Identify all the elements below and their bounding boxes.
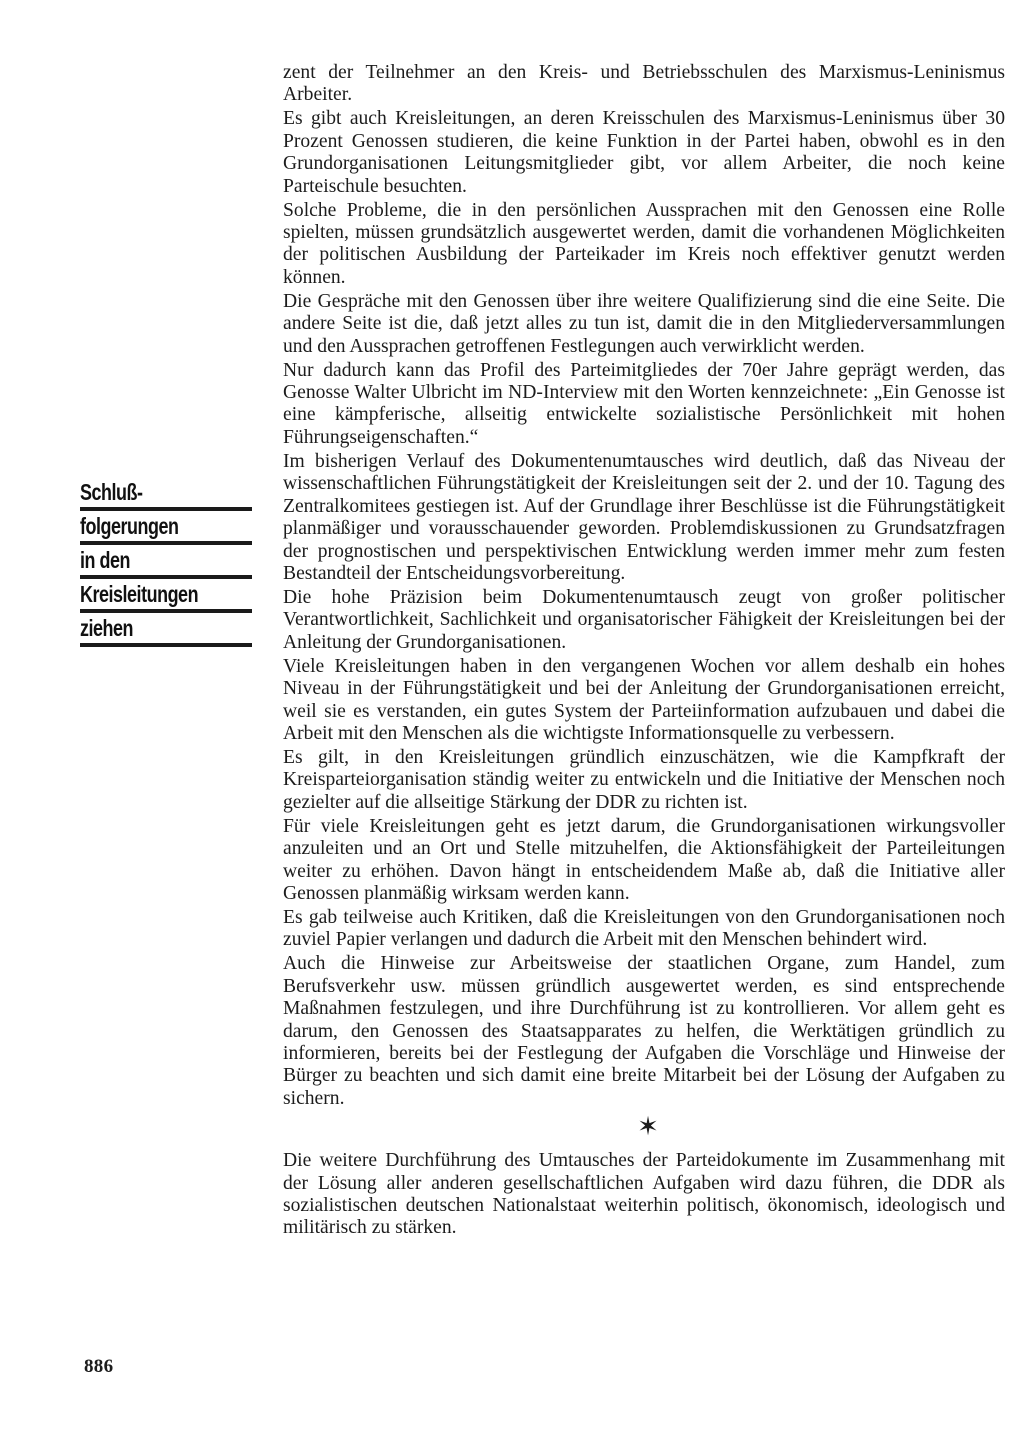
paragraph: Die hohe Präzision beim Dokumentenumtausch zeugt von großer politischer Verantwortlichkeit, Sachlichkeit und organisatorischer Fähigkeit der Kreisleitungen bei der Anleitung der Grundorganisationen. <box>283 586 1005 653</box>
paragraph: zent der Teilnehmer an den Kreis- und Betriebsschulen des Marxismus-Leninismus Arbeiter. <box>283 62 1005 106</box>
paragraph: Es gibt auch Kreisleitungen, an deren Kreisschulen des Marxismus-Leninismus über 30 Prozent Genossen studieren, die keine Funktion in der Partei haben, obwohl es in den Grundorganisationen Leitungsmitglieder gibt, vor allem Arbeiter, die noch keine Parteischule besuchten. <box>283 108 1005 197</box>
paragraph: Für viele Kreisleitungen geht es jetzt darum, die Grundorganisationen wirkungsvoller anzuleiten und an Ort und Stelle mitzuhelfen, die Aktionsfähigkeit der Parteileitungen weiter zu erhöhen. Davon hängt in entscheidendem Maße ab, daß die Initiative aller Genossen planmäßig wirksam werden kann. <box>283 815 1005 904</box>
heading-rule <box>80 575 252 579</box>
margin-heading-line: folgerungen <box>80 513 179 539</box>
paragraph: Viele Kreisleitungen haben in den vergangenen Wochen vor allem deshalb ein hohes Niveau in der Führungstätigkeit und bei der Anleitung der Grundorganisationen erreicht, weil sie es verstanden, ein gutes System der Parteiinformation aufzubauen und dabei die Arbeit mit den Menschen als die wichtigste Informationsquelle zu verbessern. <box>283 655 1005 744</box>
margin-heading <box>80 478 252 648</box>
page-number: 886 <box>84 1356 114 1377</box>
paragraph: Die Gespräche mit den Genossen über ihre weitere Qualifizierung sind die eine Seite. Die andere Seite ist die, daß jetzt alles zu tun ist, damit die in den Mitgliederversammlungen und den Aussprachen getroffenen Festlegungen auch verwirklicht werden. <box>283 290 1005 357</box>
margin-heading-line: in den <box>80 547 131 573</box>
body-text <box>283 62 1005 1240</box>
paragraph: Es gab teilweise auch Kritiken, daß die Kreisleitungen von den Grundorganisationen noch zuviel Papier verlangen und dadurch die Arbeit mit den Menschen behindert wird. <box>283 906 1005 951</box>
paragraph: Es gilt, in den Kreisleitungen gründlich einzuschätzen, wie die Kampfkraft der Kreisparteiorganisation ständig weiter zu entwickeln und die Initiative der Menschen noch gezielter auf die allseitige Stärkung der DDR zu richten ist. <box>283 746 1005 813</box>
paragraph: Die weitere Durchführung des Umtausches der Parteidokumente im Zusammenhang mit der Lösung aller anderen gesellschaftlichen Aufgaben wird dazu führen, die DDR als sozialistischen deutschen Nationalstaat weiterhin politisch, ökonomisch, ideologisch und militärisch zu stärken. <box>283 1150 1005 1239</box>
margin-heading-line: Kreisleitungen <box>80 581 199 607</box>
paragraph: Nur dadurch kann das Profil des Parteimitgliedes der 70er Jahre geprägt werden, das Genosse Walter Ulbricht im ND-Interview mit den Worten kennzeichnete: „Ein Genosse ist eine kämpferische, allseitig entwickelte sozialistische Persönlichkeit mit hohen Führungseigenschaften.“ <box>283 359 1005 448</box>
heading-rule <box>80 541 252 545</box>
heading-rule <box>80 609 252 613</box>
heading-rule <box>80 507 252 511</box>
paragraph: Auch die Hinweise zur Arbeitsweise der staatlichen Organe, zum Handel, zum Berufsverkehr usw. müssen gründlich ausgewertet werden, es sind entsprechende Maßnahmen festzulegen, und ihre Durchführung ist zu kontrollieren. Vor allem geht es darum, den Genossen des Staatsapparates zu helfen, die Werktätigen gründlich zu informieren, bereits bei der Festlegung der Aufgaben die Vorschläge und Hinweise der Bürger zu beachten und sich damit eine breite Mitarbeit bei der Lösung der Aufgaben zu sichern. <box>283 953 1005 1109</box>
section-separator-star: ✶ <box>637 1112 659 1143</box>
heading-rule <box>80 643 252 647</box>
margin-heading-line: ziehen <box>80 615 134 641</box>
paragraph: Solche Probleme, die in den persönlichen Aussprachen mit den Genossen eine Rolle spielten, müssen grundsätzlich ausgewertet werden, damit die vorhandenen Möglichkeiten der politischen Ausbildung der Parteikader im Kreis noch effektiver genutzt werden können. <box>283 199 1005 288</box>
margin-heading-line: Schluß- <box>80 479 143 505</box>
paragraph: Im bisherigen Verlauf des Dokumentenumtausches wird deutlich, daß das Niveau der wissenschaftlichen Führungstätigkeit der Kreisleitungen seit der 2. und der 10. Tagung des Zentralkomitees gestiegen ist. Auf der Grundlage ihrer Beschlüsse ist die Führungstätigkeit planmäßiger und vorausschauender geworden. Problemdiskussionen zu Grundsatzfragen der prognostischen und perspektivischen Entwicklung werden immer mehr zum festen Bestandteil der Entscheidungsvorbereitung. <box>283 450 1005 584</box>
